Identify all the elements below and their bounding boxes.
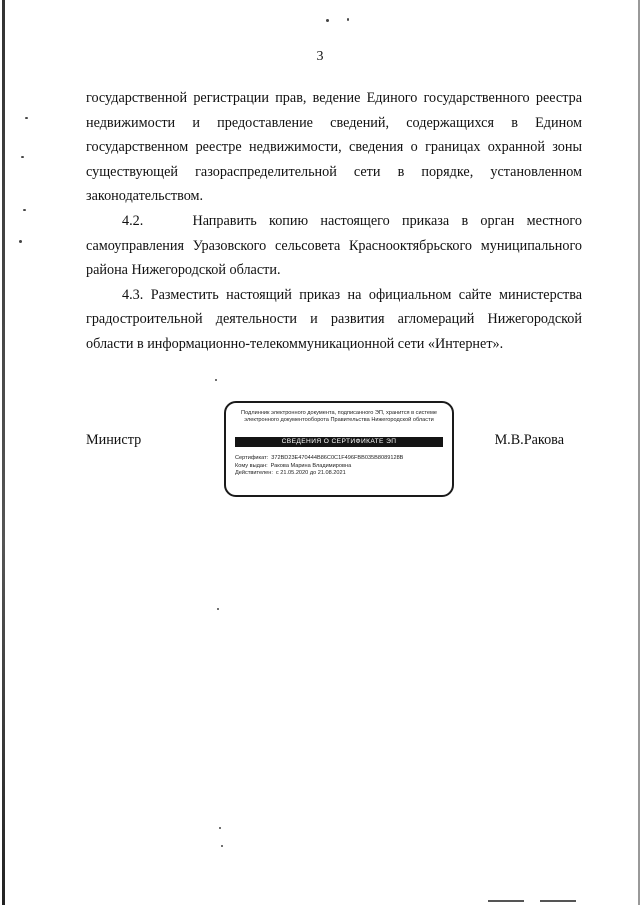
page-number: 3 <box>316 49 324 64</box>
certificate-label: Сертификат: <box>235 455 269 461</box>
scan-speck <box>25 117 28 119</box>
scan-bottom-mark <box>540 900 576 902</box>
scan-speck <box>217 608 219 610</box>
scan-speck <box>219 827 221 829</box>
scan-speck <box>21 156 24 158</box>
valid-value: с 21.05.2020 до 21.08.2021 <box>275 470 346 477</box>
scan-bottom-mark <box>488 900 524 902</box>
document-body <box>86 86 586 357</box>
paragraph-4-3: 4.3. Разместить настоящий приказ на официальном сайте министерства градостроительной деятельности и развития агломераций Нижегородской области в информационно-телекоммуникационной сети «Интернет». <box>86 286 582 352</box>
scan-speck <box>23 209 26 211</box>
scan-speck <box>347 18 349 21</box>
stamp-header: СВЕДЕНИЯ О СЕРТИФИКАТЕ ЭП <box>235 437 443 447</box>
stamp-certificate-row <box>235 455 446 463</box>
stamp-valid-row <box>235 470 446 478</box>
paragraph-4-2: 4.2. Направить копию настоящего приказа в орган местного самоуправления Уразовского сельсовета Краснооктябрьского муниципального района Нижегородской области. <box>86 212 586 279</box>
paragraph-continuation: государственной регистрации прав, ведение Единого государственного реестра недвижимости и предоставление сведений, содержащихся в Едином государственном реестре недвижимости, сведения о границах охранной зоны существующей газораспределительной сети в порядке, установленном законодательством. <box>86 90 582 205</box>
signer-name: М.В.Ракова <box>494 432 564 448</box>
electronic-signature-stamp <box>224 401 454 497</box>
scan-speck <box>326 19 329 22</box>
scan-speck <box>19 240 22 243</box>
stamp-details <box>235 455 446 478</box>
scan-speck <box>215 379 217 381</box>
signer-role: Министр <box>86 432 142 448</box>
certificate-value: 372BD23E470444B86C0C1F496FBB035B8089128B <box>271 455 404 461</box>
scan-speck <box>221 845 223 847</box>
stamp-note: Подлинник электронного документа, подписанного ЭП, хранится в системе электронного документооборота Правительства Нижегородской области <box>241 410 437 424</box>
scan-left-edge <box>2 0 5 905</box>
issued-to-value: Ракова Марина Владимировна <box>270 462 352 469</box>
issued-to-label: Кому выдан: <box>235 462 268 469</box>
valid-label: Действителен: <box>235 470 273 477</box>
